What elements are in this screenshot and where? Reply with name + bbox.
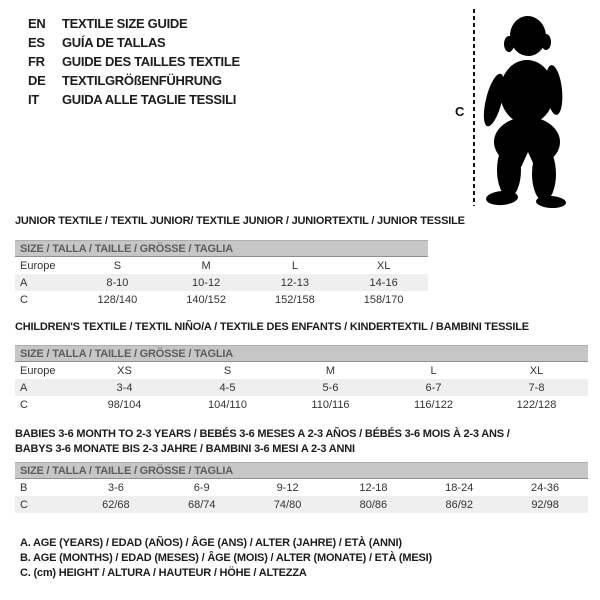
cell: 62/68: [102, 498, 130, 511]
cell: 122/128: [516, 398, 557, 411]
language-code: FR: [28, 54, 45, 69]
size-column-header: M: [325, 364, 336, 377]
size-column-header: XL: [376, 259, 391, 272]
cell: 116/122: [414, 398, 453, 411]
note-height-cm: C. (cm) HEIGHT / ALTURA / HAUTEUR / HÖHE / ALTEZZA: [20, 567, 307, 579]
cell: 68/74: [187, 498, 216, 511]
cell: 6-7: [425, 381, 442, 394]
cell: 3-4: [116, 381, 133, 394]
size-header-bar: SIZE / TALLA / TAILLE / GRÖSSE / TAGLIA: [15, 240, 428, 257]
height-measure-dashed-line: [473, 9, 475, 206]
babies-table-title-line2: BABYS 3-6 MONATE BIS 2-3 JAHRE / BAMBINI 3-6 MESI A 2-3 ANNI: [15, 443, 355, 455]
size-header-bar: SIZE / TALLA / TAILLE / GRÖSSE / TAGLIA: [15, 345, 588, 362]
note-age-months: B. AGE (MONTHS) / EDAD (MESES) / ÂGE (MOIS) / ALTER (MONATE) / ETÀ (MESI): [20, 552, 432, 564]
size-column-header: L: [430, 364, 437, 377]
row-label: C: [20, 293, 28, 306]
cell: 110/116: [311, 398, 350, 411]
language-code: IT: [28, 92, 39, 107]
cell: 80/86: [359, 498, 388, 511]
cell: 158/170: [363, 293, 404, 306]
language-row-es: [28, 33, 240, 52]
cell: 86/92: [445, 498, 473, 511]
legend-notes: [20, 536, 432, 581]
language-row-fr: [28, 52, 240, 71]
cell: 24-36: [531, 481, 560, 494]
cell: 104/110: [208, 398, 247, 411]
row-label: B: [20, 481, 28, 494]
language-title: GUÍA DE TALLAS: [62, 35, 166, 50]
row-label: C: [20, 398, 28, 411]
cell: 128/140: [97, 293, 138, 306]
cell: 5-6: [322, 381, 339, 394]
babies-size-table: [15, 462, 588, 513]
language-title: TEXTILE SIZE GUIDE: [62, 16, 188, 31]
table-row-age: [15, 274, 428, 291]
junior-size-table: [15, 240, 428, 308]
language-code: DE: [28, 73, 46, 88]
region-label: Europe: [20, 364, 56, 377]
cell: 14-16: [369, 276, 398, 289]
row-label: C: [20, 498, 28, 511]
children-table-title: CHILDREN'S TEXTILE / TEXTIL NIÑO/A / TEXTILE DES ENFANTS / KINDERTEXTIL / BAMBINI TESSILE: [15, 321, 529, 333]
junior-table-title: JUNIOR TEXTILE / TEXTIL JUNIOR/ TEXTILE JUNIOR / JUNIORTEXTIL / JUNIOR TESSILE: [15, 215, 465, 227]
cell: 140/152: [186, 293, 226, 306]
size-header-bar: SIZE / TALLA / TAILLE / GRÖSSE / TAGLIA: [15, 462, 588, 479]
table-row-height: [15, 496, 588, 513]
size-column-header: S: [223, 364, 232, 377]
baby-silhouette-icon: [478, 4, 598, 209]
cell: 152/158: [274, 293, 315, 306]
table-row-height: [15, 396, 588, 413]
height-measure-label: C: [455, 104, 465, 119]
children-size-table: [15, 345, 588, 413]
language-code: EN: [28, 16, 46, 31]
size-column-header: M: [201, 259, 211, 272]
language-list: [28, 14, 240, 109]
table-row-age: [15, 379, 588, 396]
language-code: ES: [28, 35, 45, 50]
cell: 3-6: [107, 481, 124, 494]
size-column-header: XL: [529, 364, 544, 377]
cell: 18-24: [445, 481, 474, 494]
table-row-age-months: [15, 479, 588, 496]
language-row-de: [28, 71, 240, 90]
language-title: GUIDA ALLE TAGLIE TESSILI: [62, 92, 237, 107]
cell: 9-12: [276, 481, 299, 494]
language-title: TEXTILGRÖßENFÜHRUNG: [62, 73, 222, 88]
cell: 92/98: [531, 498, 559, 511]
babies-table-title-line1: BABIES 3-6 MONTH TO 2-3 YEARS / BEBÉS 3-6 MESES A 2-3 AÑOS / BÉBÉS 3-6 MOIS À 2-3 ANS /: [15, 428, 510, 440]
cell: 8-10: [106, 276, 129, 289]
cell: 12-13: [280, 276, 309, 289]
language-title: GUIDE DES TAILLES TEXTILE: [62, 54, 240, 69]
cell: 74/80: [273, 498, 302, 511]
size-column-header: L: [291, 259, 298, 272]
column-header-row: [15, 257, 428, 274]
row-label: A: [20, 381, 28, 394]
size-column-header: XS: [117, 364, 132, 377]
language-row-en: [28, 14, 240, 33]
row-label: A: [20, 276, 28, 289]
language-row-it: [28, 90, 240, 109]
cell: 10-12: [192, 276, 221, 289]
region-label: Europe: [20, 259, 56, 272]
table-row-height: [15, 291, 428, 308]
column-header-row: [15, 362, 588, 379]
cell: 7-8: [528, 381, 545, 394]
note-age-years: A. AGE (YEARS) / EDAD (AÑOS) / ÂGE (ANS) / ALTER (JAHRE) / ETÀ (ANNI): [20, 537, 402, 549]
cell: 12-18: [359, 481, 388, 494]
cell: 6-9: [193, 481, 210, 494]
size-column-header: S: [113, 259, 122, 272]
cell: 4-5: [219, 381, 236, 394]
cell: 98/104: [107, 398, 142, 411]
